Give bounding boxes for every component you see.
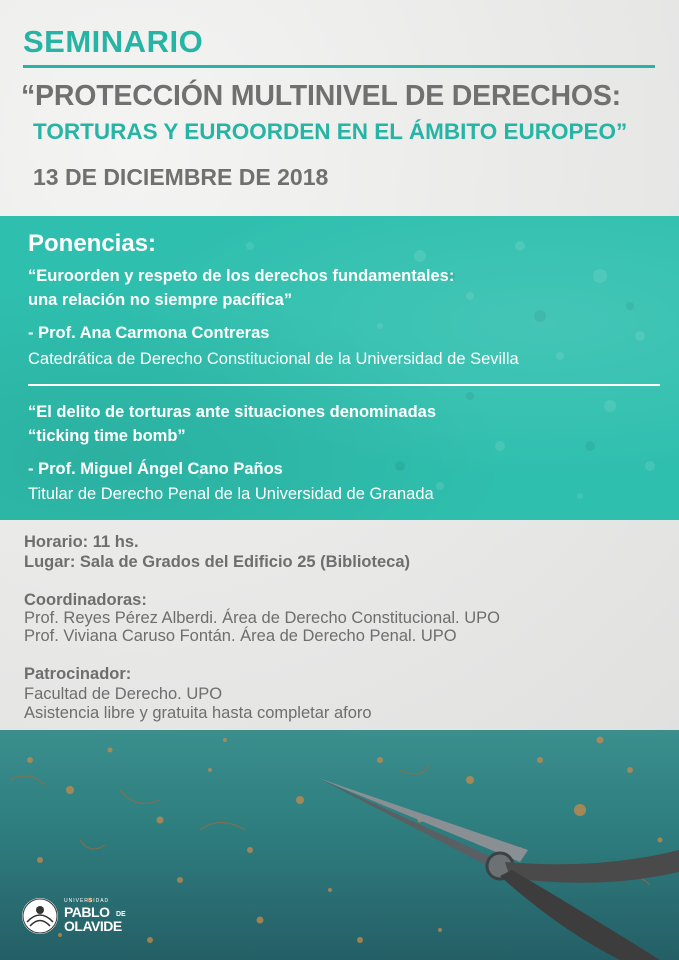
ponencias-heading: Ponencias:: [28, 230, 157, 257]
title-line-2: TORTURAS Y EUROORDEN EN EL ÁMBITO EUROPEO”: [33, 119, 628, 144]
patrocinador-label: Patrocinador:: [24, 665, 132, 683]
seminario-label: SEMINARIO: [23, 24, 204, 59]
logo-de: DE: [116, 911, 126, 918]
talk-1-speaker: - Prof. Ana Carmona Contreras: [28, 324, 270, 342]
event-date: 13 DE DICIEMBRE DE 2018: [33, 164, 329, 190]
university-seal-icon: [22, 898, 58, 934]
talk-1-title-line-2: una relación no siempre pacífica”: [28, 291, 293, 309]
talk-1-title-line-1: “Euroorden y respeto de los derechos fundamentales:: [28, 267, 455, 285]
university-logo: [22, 898, 140, 940]
logo-universidad: UNIVERSIDAD: [64, 898, 110, 904]
logo-olavide: OLAVIDE: [64, 918, 122, 934]
scissors-shape: [318, 778, 679, 960]
ponencias-band: [0, 216, 679, 520]
talk-2-title-line-2: “ticking time bomb”: [28, 427, 186, 445]
talks-divider: [28, 384, 660, 386]
header-divider: [23, 65, 655, 68]
horario: Horario: 11 hs.: [24, 533, 139, 551]
coordinadoras-label: Coordinadoras:: [24, 591, 147, 609]
title-line-1: “PROTECCIÓN MULTINIVEL DE DERECHOS:: [21, 80, 621, 112]
patrocinador-1: Facultad de Derecho. UPO: [24, 685, 223, 703]
talk-2-speaker: - Prof. Miguel Ángel Cano Paños: [28, 460, 283, 478]
header: [0, 0, 679, 216]
logo-pablo: PABLO: [64, 904, 110, 920]
coordinadora-2: Prof. Viviana Caruso Fontán. Área de Derecho Penal. UPO: [24, 627, 457, 645]
lugar: Lugar: Sala de Grados del Edificio 25 (Biblioteca): [24, 553, 411, 571]
patrocinador-2: Asistencia libre y gratuita hasta completar aforo: [24, 704, 372, 722]
coordinadora-1: Prof. Reyes Pérez Alberdi. Área de Derecho Constitucional. UPO: [24, 609, 500, 627]
talk-2-affiliation: Titular de Derecho Penal de la Universidad de Granada: [28, 485, 434, 503]
talk-1-affiliation: Catedrática de Derecho Constitucional de la Universidad de Sevilla: [28, 350, 519, 368]
talk-2-title-line-1: “El delito de torturas ante situaciones denominadas: [28, 403, 437, 421]
